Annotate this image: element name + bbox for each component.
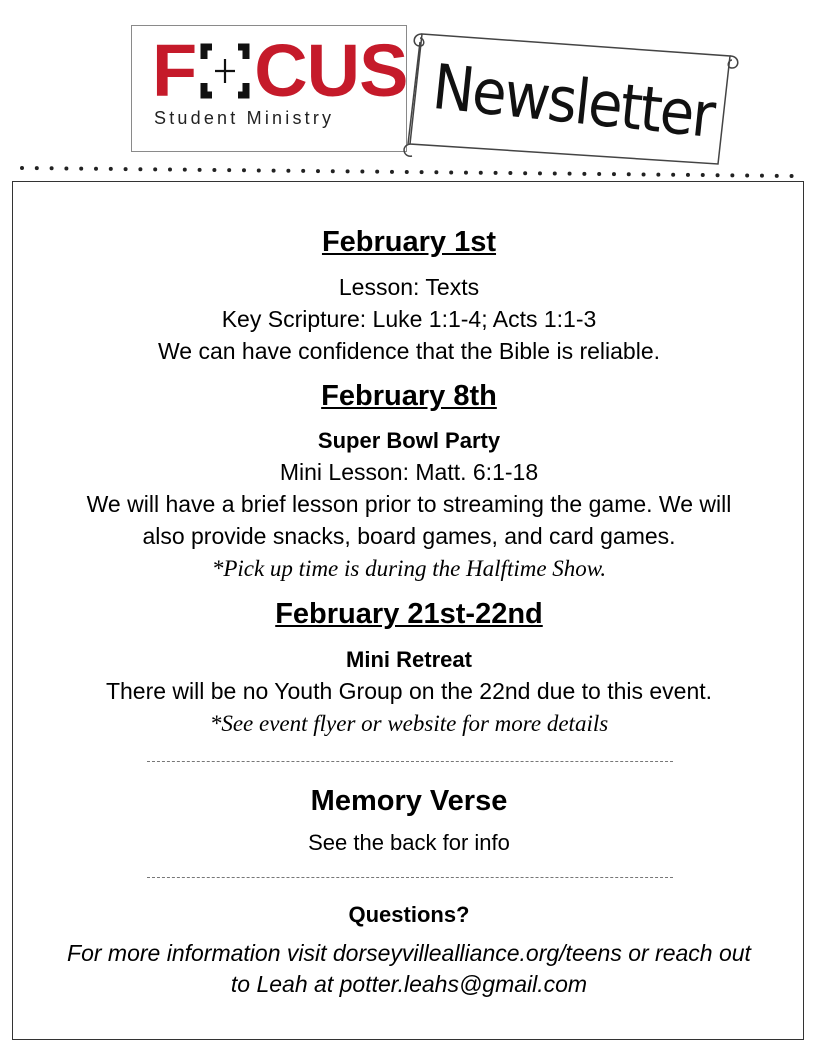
questions-title: Questions? — [348, 902, 470, 927]
event-note: *See event flyer or website for more details — [209, 711, 609, 736]
newsletter-body — [12, 181, 804, 1040]
event-line: Mini Lesson: Matt. 6:1-18 — [279, 459, 539, 485]
logo-letters-cus: CUS — [254, 29, 408, 112]
logo-letter-f: F — [152, 29, 197, 112]
event-line: We can have confidence that the Bible is reliable. — [157, 338, 661, 364]
questions-line: to Leah at potter.leahs@gmail.com — [230, 971, 588, 997]
memory-verse-title: Memory Verse — [310, 785, 508, 817]
newsletter-title: Newsletter — [429, 50, 717, 153]
memory-verse-text: See the back for info — [308, 830, 510, 855]
event-line: We will have a brief lesson prior to streaming the game. We will — [86, 491, 732, 517]
focus-logo — [131, 25, 407, 152]
event-note: *Pick up time is during the Halftime Show. — [211, 556, 607, 581]
event-date-feb-21: February 21st-22nd — [275, 598, 543, 630]
event-line: There will be no Youth Group on the 22nd due to this event. — [105, 678, 713, 704]
questions-line: For more information visit dorseyvillealliance.org/teens or reach out — [67, 940, 751, 966]
event-date-feb-1: February 1st — [321, 226, 497, 258]
logo-wordmark — [152, 29, 408, 112]
event-line: Key Scripture: Luke 1:1-4; Acts 1:1-3 — [221, 306, 597, 332]
event-date-feb-8: February 8th — [321, 380, 497, 412]
event-line: also provide snacks, board games, and card games. — [142, 523, 676, 549]
cross-o-icon — [198, 41, 252, 101]
dotted-divider — [18, 164, 798, 178]
event-subtitle: Mini Retreat — [346, 647, 472, 672]
event-line: Lesson: Texts — [338, 274, 480, 300]
event-subtitle: Super Bowl Party — [317, 428, 501, 453]
section-separator — [147, 877, 673, 878]
section-separator — [147, 761, 673, 762]
logo-subtitle: Student Ministry — [154, 108, 335, 128]
